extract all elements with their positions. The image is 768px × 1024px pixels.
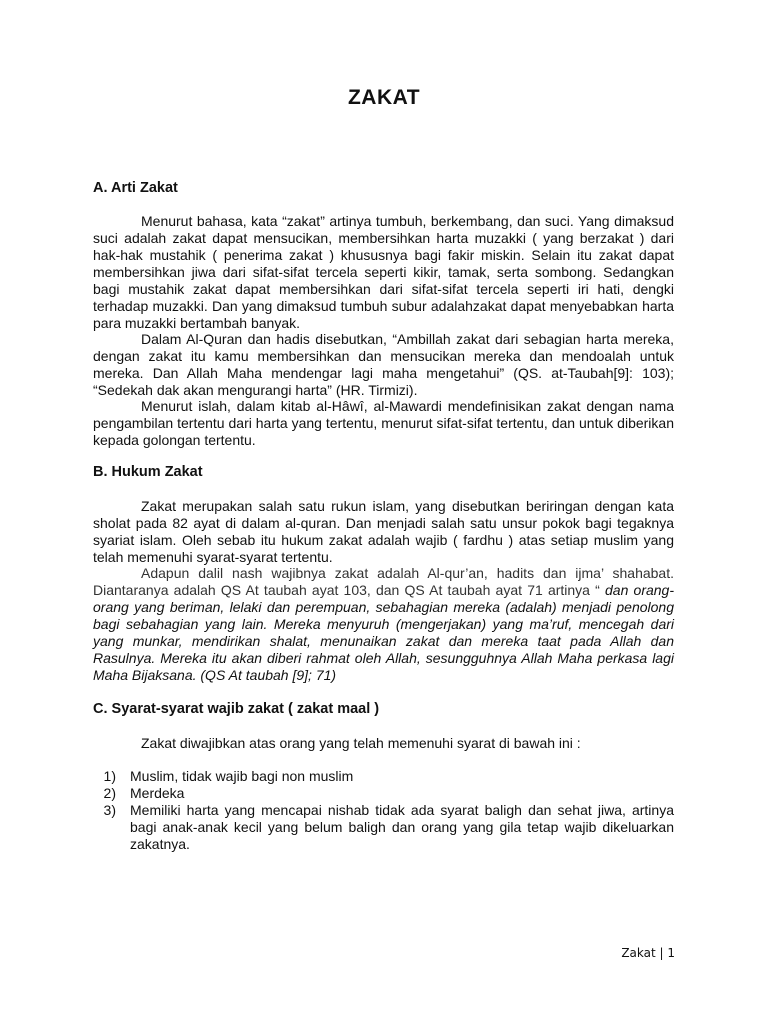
section-a-paragraph-2: Dalam Al-Quran dan hadis disebutkan, “Ambillah zakat dari sebagian harta mereka, dengan zakat itu kamu membersihkan dan mensucikan mereka dan mendoalah untuk mereka. Dan Allah Maha mendengar lagi maha mengetahui” (QS. at-Taubah[9]: 103); “Sedekah dak akan mengurangi harta” (HR. Tirmizi). [93, 331, 674, 398]
list-item-text: Merdeka [130, 785, 185, 801]
page-footer: Zakat | 1 [621, 946, 675, 960]
requirements-list [93, 768, 674, 853]
section-c-heading: C. Syarat-syarat wajib zakat ( zakat maal ) [93, 701, 380, 717]
section-b-paragraph-2 [93, 565, 674, 684]
section-a-heading: A. Arti Zakat [93, 180, 178, 196]
section-b-heading: B. Hukum Zakat [93, 464, 203, 480]
list-item-text: Muslim, tidak wajib bagi non muslim [130, 768, 354, 784]
quran-quote: dan orang-orang yang beriman, lelaki dan perempuan, sebahagian mereka (adalah) menjadi penolong bagi sebahagian yang lain. Mereka menyuruh (mengerjakan) yang ma’ruf, mencegah dari yang munkar, mendirikan shalat, menunaikan zakat dan mereka taat pada Allah dan Rasulnya. Mereka itu akan diberi rahmat oleh Allah, sesungguhnya Allah Maha perkasa lagi Maha Bijaksana. (QS At taubah [9]; 71) [93, 582, 675, 683]
section-b-paragraph-2-text: Adapun dalil nash wajibnya zakat adalah Al-qur’an, hadits dan ijma’ shahabat. Diantaranya adalah QS At taubah ayat 103, dan QS At taubah ayat 71 artinya “ [93, 565, 674, 598]
list-item-number: 1) [103, 768, 116, 784]
list-item [93, 802, 674, 853]
section-a-paragraph-3: Menurut islah, dalam kitab al-Hâwî, al-Mawardi mendefinisikan zakat dengan nama pengambilan tertentu dari harta yang tertentu, menurut sifat-sifat tertentu, dan untuk diberikan kepada golongan tertentu. [93, 398, 674, 448]
section-a-paragraph-1: Menurut bahasa, kata “zakat” artinya tumbuh, berkembang, dan suci. Yang dimaksud suci adalah zakat dapat mensucikan, membersihkan harta muzakki ( yang berzakat ) dari hak-hak mustahik ( penerima zakat ) khususnya bagi fakir miskin. Selain itu zakat dapat membersihkan jiwa dari sifat-sifat tercela seperti kikir, tamak, serta sombong. Sedangkan bagi mustahik zakat dapat membersihkan dari sifat-sifat tercela seperti iri hati, dengki terhadap muzakki. Dan yang dimaksud tumbuh subur adalahzakat dapat menyebabkan harta para muzakki bertambah banyak. [93, 213, 674, 331]
list-item [93, 785, 674, 802]
section-c-intro: Zakat diwajibkan atas orang yang telah memenuhi syarat di bawah ini : [141, 735, 581, 751]
list-item [93, 768, 674, 785]
section-b-paragraph-1: Zakat merupakan salah satu rukun islam, yang disebutkan beriringan dengan kata sholat pada 82 ayat di dalam al-quran. Dan menjadi salah satu unsur pokok bagi tegaknya syariat islam. Oleh sebab itu hukum zakat adalah wajib ( fardhu ) atas setiap muslim yang telah memenuhi syarat-syarat tertentu. [93, 498, 674, 565]
list-item-text: Memiliki harta yang mencapai nishab tidak ada syarat baligh dan sehat jiwa, artinya bagi anak-anak kecil yang belum baligh dan orang yang gila tetap wajib dikeluarkan zakatnya. [130, 802, 674, 852]
list-item-number: 3) [103, 802, 116, 818]
page-title: ZAKAT [347, 86, 421, 109]
list-item-number: 2) [103, 785, 116, 801]
